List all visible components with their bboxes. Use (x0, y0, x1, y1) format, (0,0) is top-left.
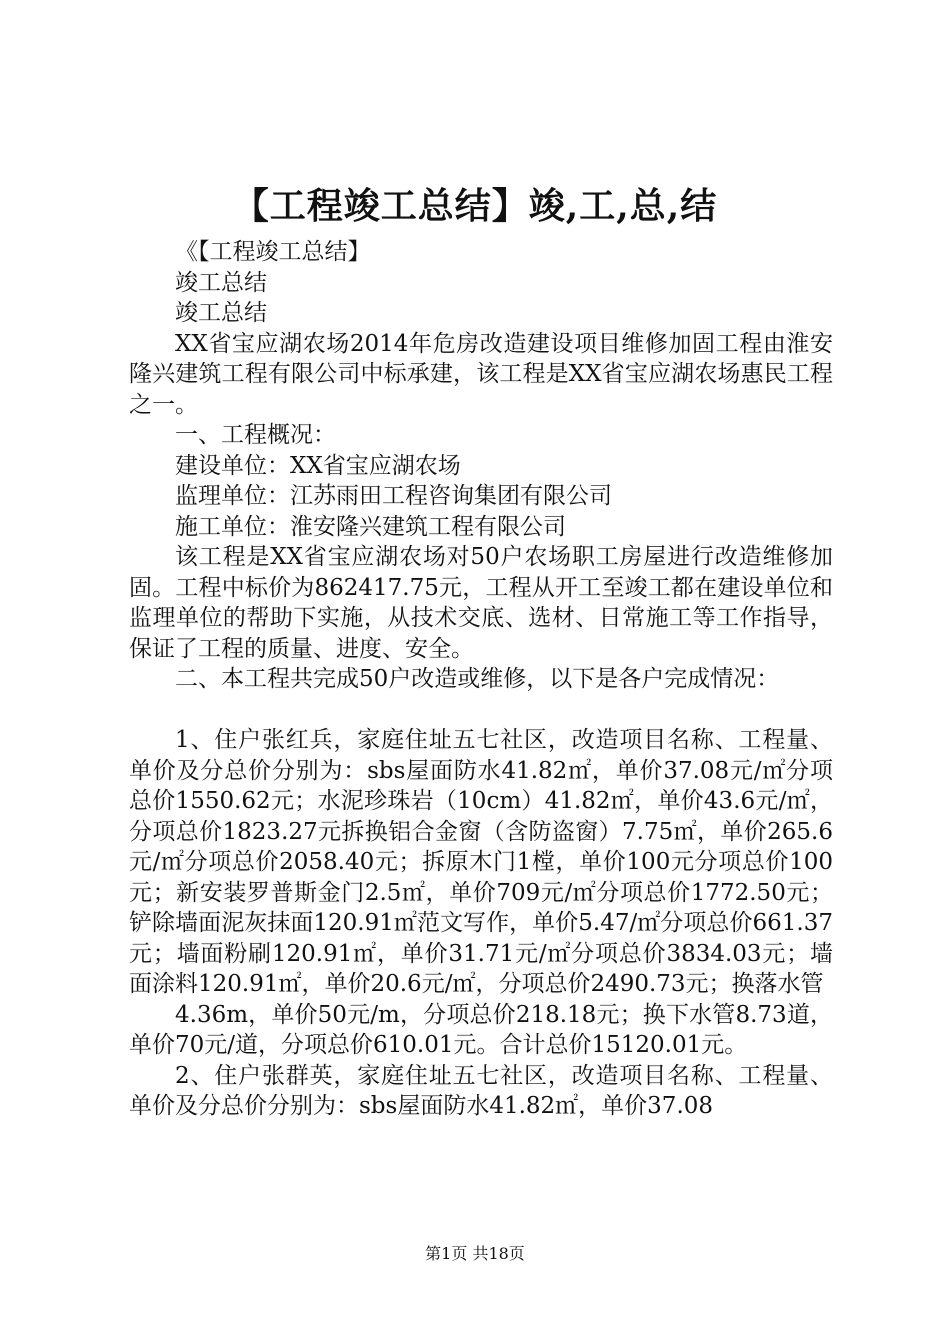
paragraph: 该工程是XX省宝应湖农场对50户农场职工房屋进行改造维修加固。工程中标价为862417.75元，工程从开工至竣工都在建设单位和监理单位的帮助下实施，从技术交底、选材、日常施工等工作指导，保证了工程的质量、进度、安全。 (129, 544, 833, 662)
paragraph: 竣工总结 (175, 300, 267, 326)
paragraph: 1、住户张红兵，家庭住址五七社区，改造项目名称、工程量、单价及分总价分别为：sbs屋面防水41.82㎡，单价37.08元/㎡分项总价1550.62元；水泥珍珠岩（10cm）41.82㎡，单价43.6元/㎡，分项总价1823.27元拆换铝合金窗（含防盗窗）7.75㎡，单价265.6元/㎡分项总价2058.40元；拆原木门1樘，单价100元分项总价100元；新安装罗普斯金门2.5㎡，单价709元/㎡分项总价1772.50元；铲除墙面泥灰抹面120.91㎡范文写作，单价5.47/㎡分项总价661.37元；墙面粉刷120.91㎡，单价31.71元/㎡分项总价3834.03元；墙面涂料120.91㎡，单价20.6元/㎡，分项总价2490.73元；换落水管 (129, 727, 833, 997)
page-footer: 第1页 共18页 (425, 1244, 525, 1263)
paragraph: 4.36m，单价50元/m，分项总价218.18元；换下水管8.73道，单价70元/道，分项总价610.01元。合计总价15120.01元。 (129, 1001, 833, 1058)
paragraph: 竣工总结 (175, 269, 267, 296)
paragraph: 监理单位：江苏雨田工程咨询集团有限公司 (175, 483, 612, 509)
blank-line (129, 695, 833, 726)
paragraph: 2、住户张群英，家庭住址五七社区，改造项目名称、工程量、单价及分总价分别为：sbs屋面防水41.82㎡，单价37.08 (129, 1062, 833, 1119)
document-title: 【工程竣工总结】竣,工,总,结 (232, 185, 718, 227)
paragraph: 一、工程概况： (175, 422, 336, 448)
paragraph: 《【工程竣工总结】 (175, 239, 371, 265)
paragraph: 施工单位：淮安隆兴建筑工程有限公司 (175, 513, 566, 540)
paragraph: XX省宝应湖农场2014年危房改造建设项目维修加固工程由淮安隆兴建筑工程有限公司中标承建，该工程是XX省宝应湖农场惠民工程之一。 (129, 330, 833, 418)
paragraph: 建设单位：XX省宝应湖农场 (175, 452, 461, 479)
paragraph: 二、本工程共完成50户改造或维修，以下是各户完成情况： (175, 666, 780, 692)
document-body (129, 237, 833, 1122)
